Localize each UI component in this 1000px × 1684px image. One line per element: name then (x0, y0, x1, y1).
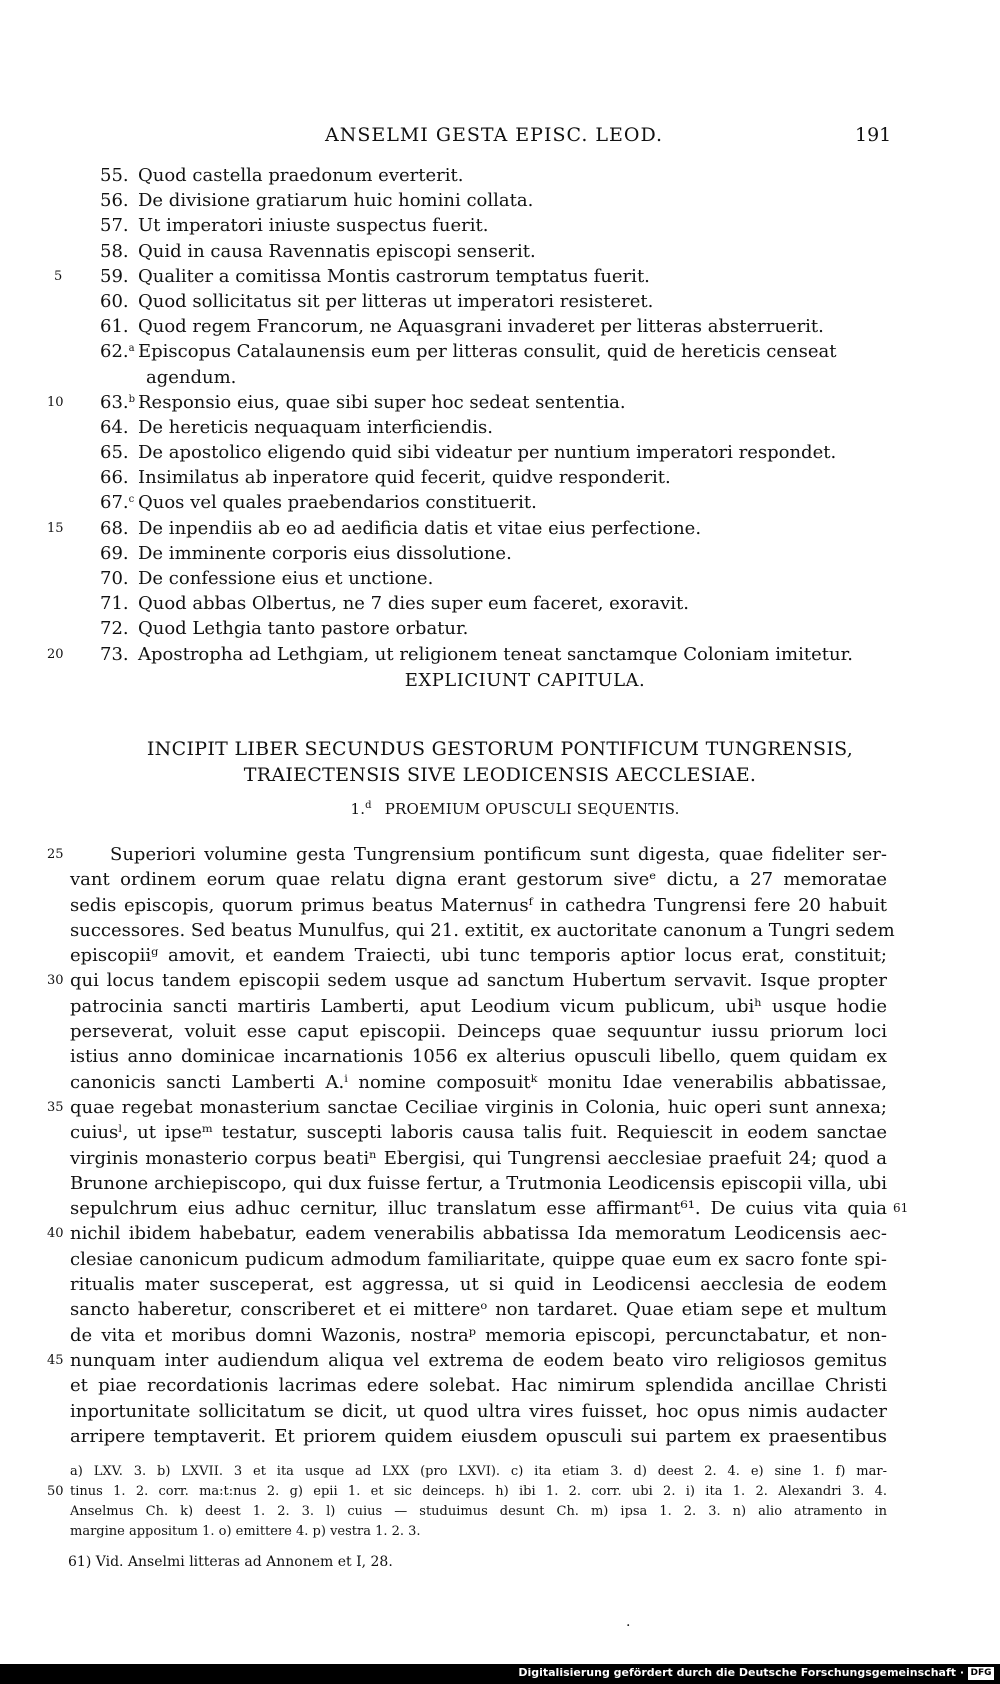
text-line (0, 1044, 1000, 1069)
chapter-number: 1. (350, 800, 366, 818)
page-header (0, 124, 1000, 152)
margin-note: 61 (893, 1201, 909, 1216)
chapter-list-text: Quid in causa Ravennatis episcopi senserit. (138, 240, 536, 262)
chapter-list-number: 57. (100, 215, 129, 237)
chapter-list-item (0, 465, 1000, 490)
text-line (0, 1272, 1000, 1297)
chapter-list-item (0, 541, 1000, 566)
chapter-list-text: Apostropha ad Lethgiam, ut religionem teneat sanctamque Coloniam imitetur. (138, 643, 853, 665)
chapter-list-text: Qualiter a comitissa Montis castrorum temptatus fuerit. (138, 265, 650, 287)
text-line-content: nichil ibidem habebatur, eadem venerabilis abbatissa Ida memoratum Leodicensis aec- (70, 1223, 887, 1245)
chapter-list-item (0, 516, 1000, 541)
chapter-list-item (0, 616, 1000, 641)
chapter-list-number: 58. (100, 240, 129, 262)
explicit-heading: EXPLICIUNT CAPITULA. (404, 670, 646, 691)
chapter-list-item (0, 163, 1000, 188)
line-number: 40 (47, 1226, 64, 1242)
text-line-content: perseverat, voluit esse caput episcopii. Deinceps quae sequuntur iussu priorum loci (70, 1021, 887, 1043)
chapter-list-item (0, 415, 1000, 440)
text-line (0, 943, 1000, 968)
text-line (0, 1221, 1000, 1246)
text-line (0, 1171, 1000, 1196)
line-number: 15 (47, 520, 64, 536)
chapter-list-item (0, 440, 1000, 465)
line-number: 30 (47, 973, 64, 989)
chapter-list-sup: b (128, 393, 136, 405)
chapter-list-text: agendum. (146, 366, 237, 388)
chapter-list-text: Quod Lethgia tanto pastore orbatur. (138, 618, 469, 640)
text-line (0, 1019, 1000, 1044)
chapter-list-item (0, 239, 1000, 264)
chapter-list-text: Quod regem Francorum, ne Aquasgrani invaderet per litteras absterruerit. (138, 316, 824, 338)
text-line-content: clesiae canonicum pudicum admodum familiaritate, quippe quae eum ex sacro fonte spi- (70, 1248, 887, 1270)
critical-apparatus (0, 1462, 1000, 1542)
text-line (0, 1373, 1000, 1398)
text-line-content: inportunitate sollicitatum se dicit, ut quod ultra vires fuisset, hoc opus nimis audacter (70, 1400, 887, 1422)
main-text (0, 842, 1000, 1449)
text-line (0, 1120, 1000, 1145)
chapter-list-text: Quod castella praedonum everterit. (138, 165, 464, 186)
text-line-content: Brunone archiepiscopo, qui dux fuisse fertur, a Trutmonia Leodicensis episcopii villa, ubi (70, 1172, 887, 1194)
book-title: INCIPIT LIBER SECUNDUS GESTORUM PONTIFICUM TUNGRENSIS, TRAIECTENSIS SIVE LEODICENSIS AECCLESIAE. (146, 738, 854, 786)
text-line (0, 1146, 1000, 1171)
text-line-content: et piae recordationis lacrimas edere solebat. Hac nimirum splendida ancillae Christi (70, 1375, 887, 1397)
footer-bar (0, 1664, 1000, 1684)
dfg-logo: DFG (968, 1667, 994, 1680)
chapter-list-text: Quod sollicitatus sit per litteras ut imperatori resisteret. (138, 290, 654, 312)
chapter-list (0, 163, 1000, 667)
chapter-list-sup: c (128, 494, 135, 506)
chapter-list-number: 59. (100, 265, 129, 287)
chapter-list-number: 62.$^a$ (100, 341, 135, 363)
chapter-list-text: Quos vel quales praebendarios constituerit. (138, 492, 537, 514)
text-line-content: episcopiiᵍ amovit, et eandem Traiecti, ubi tunc temporis aptior locus erat, constituit; (70, 945, 887, 967)
chapter-list-text: De confessione eius et unctione. (138, 568, 434, 589)
text-line-content: Superiori volumine gesta Tungrensium pontificum sunt digesta, quae fideliter ser- (110, 844, 887, 865)
chapter-list-number: 68. (100, 517, 129, 539)
line-number: 35 (47, 1099, 64, 1115)
line-number: 5 (54, 268, 63, 284)
text-line (0, 893, 1000, 918)
line-number: 10 (47, 394, 64, 410)
chapter-list-number: 60. (100, 290, 129, 312)
footer-credit: Digitalisierung gefördert durch die Deutsche Forschungsgemeinschaft · (518, 1666, 964, 1679)
apparatus-line (0, 1502, 1000, 1522)
chapter-list-number: 67.$^c$ (100, 492, 135, 514)
chapter-list-text: De inpendiis ab eo ad aedificia datis et vitae eius perfectione. (138, 517, 702, 539)
apparatus-line (0, 1462, 1000, 1482)
text-line (0, 994, 1000, 1019)
chapter-list-sup: a (128, 343, 135, 355)
text-line-content: nunquam inter audiendum aliqua vel extrema de eodem beato viro religiosos gemitus (70, 1349, 887, 1371)
line-number: 50 (47, 1484, 64, 1499)
text-line (0, 1399, 1000, 1424)
chapter-list-text: De divisione gratiarum huic homini collata. (138, 190, 534, 212)
apparatus-line (0, 1522, 1000, 1542)
chapter-list-number: 72. (100, 618, 129, 640)
chapter-list-text: De imminente corporis eius dissolutione. (138, 542, 512, 564)
chapter-list-item (0, 188, 1000, 213)
chapter-list-number: 71. (100, 593, 129, 615)
apparatus-line (0, 1482, 1000, 1502)
chapter-list-item (0, 339, 1000, 364)
chapter-list-number: 70. (100, 568, 129, 589)
text-line-content: arripere temptaverit. Et priorem quidem eiusdem opusculi sui partem ex praesentibus (70, 1425, 887, 1447)
chapter-list-number: 73. (100, 643, 129, 665)
chapter-list-text: De apostolico eligendo quid sibi videatur per nuntium imperatori respondet. (138, 442, 837, 464)
line-number: 45 (47, 1352, 64, 1368)
chapter-list-item (0, 566, 1000, 591)
chapter-list-text: Ut imperatori iniuste suspectus fuerit. (138, 215, 489, 237)
chapter-title: PROEMIUM OPUSCULI SEQUENTIS. (384, 800, 680, 818)
text-line-content: sedis episcopis, quorum primus beatus Maternusᶠ in cathedra Tungrensi fere 20 habuit (70, 894, 887, 916)
chapter-list-item (0, 264, 1000, 289)
line-number: 25 (47, 847, 64, 862)
chapter-list-item (0, 213, 1000, 238)
text-line (0, 1196, 1000, 1221)
chapter-list-number: 66. (100, 467, 129, 489)
chapter-list-number: 64. (100, 416, 129, 438)
apparatus-line-content: a) LXV. 3. b) LXVII. 3 et ita usque ad LXX (pro LXVI). c) ita etiam 3. d) deest 2. 4. e) sine 1. f) mar- (70, 1464, 887, 1479)
chapter-list-number: 55. (100, 165, 129, 186)
chapter-list-number: 69. (100, 542, 129, 564)
text-line-content: cuiusˡ, ut ipseᵐ testatur, suscepti laboris causa talis fuit. Requiescit in eodem sanctae (70, 1122, 887, 1144)
chapter-heading (0, 800, 1000, 818)
chapter-number-sup: d (365, 800, 372, 811)
text-line-content: sepulchrum eius adhuc cernitur, illuc translatum esse affirmant⁶¹. De cuius vita quia (70, 1198, 887, 1220)
chapter-list-item (0, 490, 1000, 515)
text-line-content: virginis monasterio corpus beatiⁿ Ebergisi, qui Tungrensi aecclesiae praefuit 24; quod a (70, 1147, 887, 1169)
page-number: 191 (855, 124, 892, 146)
text-line (0, 1095, 1000, 1120)
text-line (0, 968, 1000, 993)
apparatus-line-content: margine appositum 1. o) emittere 4. p) vestra 1. 2. 3. (70, 1524, 421, 1539)
stray-mark: . (626, 1614, 631, 1630)
text-line (0, 918, 1000, 943)
chapter-list-item (0, 314, 1000, 339)
text-line-content: patrocinia sancti martiris Lamberti, aput Leodium vicum publicum, ubiʰ usque hodie (70, 995, 887, 1017)
apparatus-line-content: tinus 1. 2. corr. ma:t:nus 2. g) epii 1. et sic deinceps. h) ibi 1. 2. corr. ubi 2. i) ita 1. 2. Alexandri 3. 4. (70, 1484, 887, 1499)
chapter-list-item (0, 390, 1000, 415)
chapter-list-item (0, 365, 1000, 390)
text-line-content: canonicis sancti Lamberti A.ⁱ nomine composuitᵏ monitu Idae venerabilis abbatissae, (70, 1071, 887, 1093)
text-line (0, 842, 1000, 867)
text-line-content: ritualis mater susceperat, est aggressa, ut si quid in Leodicensi aecclesia de eodem (70, 1274, 887, 1296)
text-line (0, 1297, 1000, 1322)
text-line-content: istius anno dominicae incarnationis 1056 ex alterius opusculi libello, quem quidam ex (70, 1046, 887, 1068)
text-line (0, 1323, 1000, 1348)
line-number: 20 (47, 646, 64, 662)
chapter-list-item (0, 591, 1000, 616)
apparatus-line-content: Anselmus Ch. k) deest 1. 2. 3. l) cuius — studuimus desunt Ch. m) ipsa 1. 2. 3. n) alio atramento in (70, 1504, 887, 1519)
footnote-61: 61) Vid. Anselmi litteras ad Annonem et I, 28. (68, 1554, 393, 1570)
chapter-list-text: Responsio eius, quae sibi super hoc sedeat sententia. (138, 391, 626, 413)
text-line (0, 1070, 1000, 1095)
text-line-content: qui locus tandem episcopii sedem usque ad sanctum Hubertum servavit. Isque propter (70, 970, 887, 992)
text-line (0, 1247, 1000, 1272)
text-line-content: vant ordinem eorum quae relatu digna erant gestorum siveᵉ dictu, a 27 memoratae (70, 869, 887, 891)
text-line-content: quae regebat monasterium sanctae Ceciliae virginis in Colonia, huic operi sunt annexa; (70, 1096, 887, 1118)
chapter-list-item (0, 642, 1000, 667)
running-head: ANSELMI GESTA EPISC. LEOD. (325, 124, 664, 146)
chapter-list-number: 56. (100, 190, 129, 212)
text-line-content: successores. Sed beatus Munulfus, qui 21. extitit, ex auctoritate canonum a Tungri sedem (70, 919, 895, 941)
chapter-list-number: 63.$^b$ (100, 391, 136, 413)
chapter-list-text: De hereticis nequaquam interficiendis. (138, 416, 493, 438)
chapter-list-text: Insimilatus ab inperatore quid fecerit, quidve responderit. (138, 467, 671, 489)
chapter-list-number: 61. (100, 316, 129, 338)
chapter-list-text: Quod abbas Olbertus, ne 7 dies super eum faceret, exoravit. (138, 593, 690, 615)
text-line (0, 867, 1000, 892)
chapter-list-number: 65. (100, 442, 129, 464)
text-line (0, 1424, 1000, 1449)
chapter-list-text: Episcopus Catalaunensis eum per litteras consulit, quid de hereticis censeat (138, 341, 837, 363)
chapter-list-item (0, 289, 1000, 314)
text-line-content: sancto haberetur, conscriberet et ei mittereᵒ non tardaret. Quae etiam sepe et multum (70, 1299, 887, 1321)
text-line (0, 1348, 1000, 1373)
text-line-content: de vita et moribus domni Wazonis, nostraᵖ memoria episcopi, percunctabatur, et non- (70, 1324, 887, 1346)
